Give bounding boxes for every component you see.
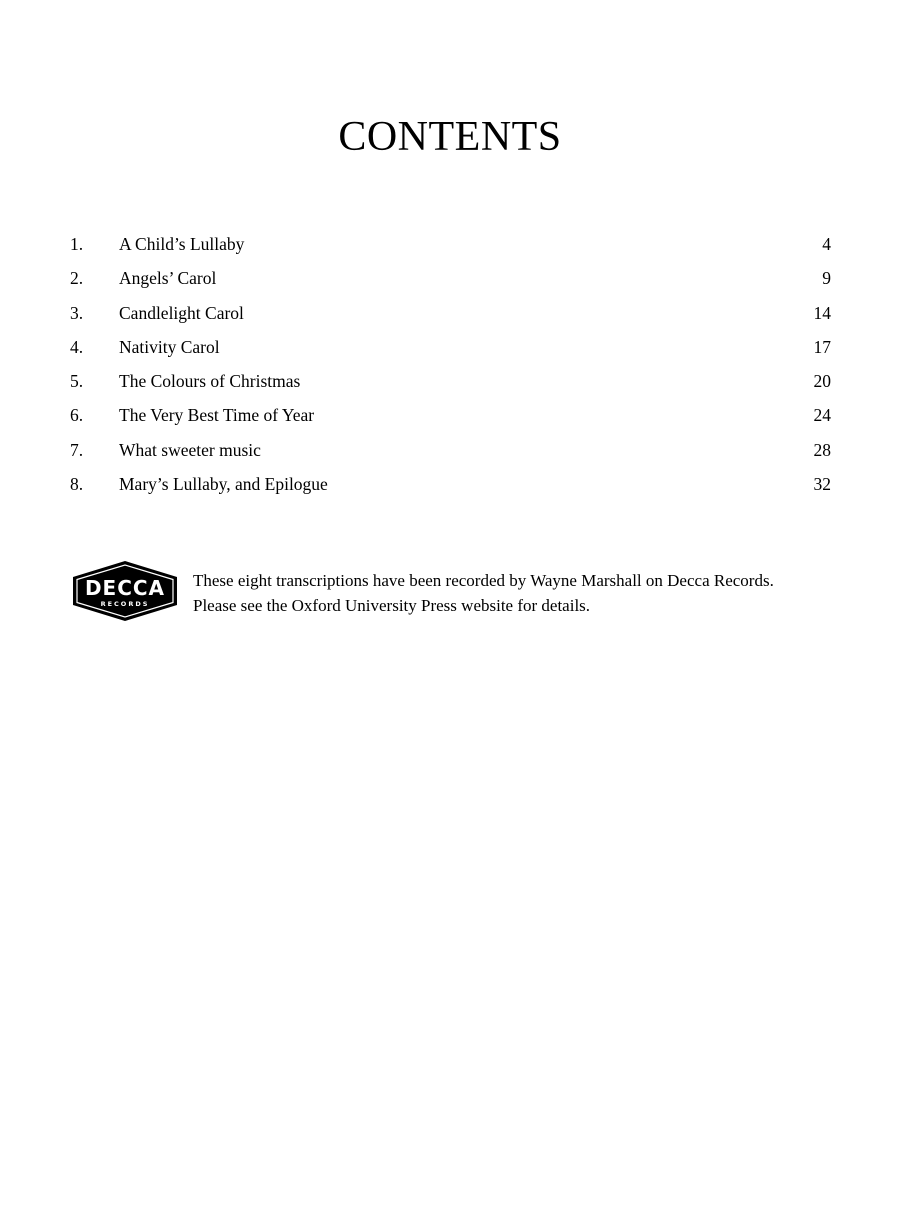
toc-item-page: 24	[813, 405, 831, 426]
table-of-contents	[70, 234, 831, 508]
logo-subtitle-text: RECORDS	[100, 600, 150, 608]
toc-item-page: 14	[813, 302, 831, 323]
toc-item-title: What sweeter music	[119, 439, 261, 460]
toc-item	[70, 405, 831, 439]
toc-item-page: 20	[813, 371, 831, 392]
logo-brand-text: DECCA	[84, 576, 166, 600]
recording-note-line: Please see the Oxford University Press website for details.	[193, 596, 591, 615]
toc-item	[70, 474, 831, 508]
toc-item-page: 4	[822, 234, 831, 254]
recording-note	[70, 560, 840, 622]
toc-item-number: 4.	[70, 336, 84, 357]
toc-item	[70, 268, 831, 302]
toc-item-title: Candlelight Carol	[119, 302, 244, 323]
toc-item-number: 5.	[70, 371, 84, 392]
toc-item-title: Angels’ Carol	[119, 268, 217, 289]
toc-item	[70, 303, 831, 337]
toc-item-number: 6.	[70, 405, 84, 426]
toc-item-number: 7.	[70, 439, 84, 460]
toc-item-title: A Child’s Lullaby	[119, 234, 245, 254]
toc-item-page: 9	[822, 268, 831, 289]
toc-item-number: 1.	[70, 234, 84, 254]
toc-item	[70, 440, 831, 474]
toc-item	[70, 234, 831, 268]
toc-item-page: 32	[813, 474, 831, 495]
toc-item-page: 17	[813, 336, 831, 357]
toc-item-page: 28	[813, 439, 831, 460]
recording-note-line: These eight transcriptions have been recorded by Wayne Marshall on Decca Records.	[193, 571, 774, 590]
toc-item	[70, 337, 831, 371]
toc-item-number: 2.	[70, 268, 84, 289]
toc-item-title: Nativity Carol	[119, 336, 220, 357]
toc-item-title: Mary’s Lullaby, and Epilogue	[119, 474, 328, 495]
decca-records-logo	[70, 560, 180, 622]
toc-item-title: The Colours of Christmas	[119, 371, 301, 392]
toc-item-number: 3.	[70, 302, 84, 323]
toc-item-title: The Very Best Time of Year	[119, 405, 315, 426]
toc-item	[70, 371, 831, 405]
recording-note-text	[193, 568, 774, 618]
toc-item-number: 8.	[70, 474, 84, 495]
page-title: CONTENTS	[338, 114, 562, 160]
